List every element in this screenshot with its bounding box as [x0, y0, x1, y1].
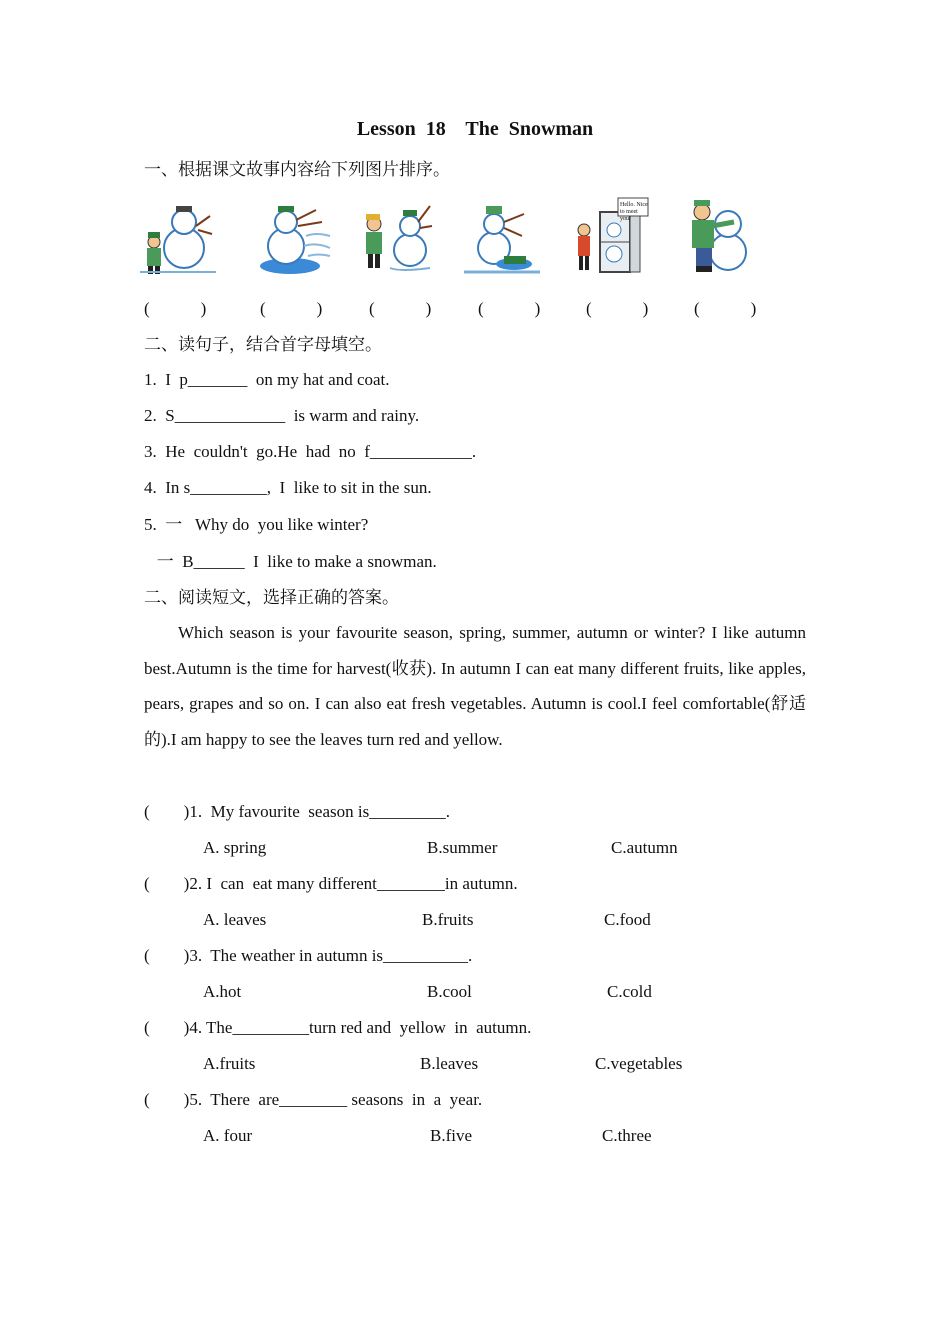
question-stem: ( )2. I can eat many different________in autumn. [144, 874, 518, 893]
question-stem: ( )3. The weather in autumn is__________. [144, 946, 473, 965]
option-a: A.fruits [203, 1054, 256, 1073]
option-c: C.cold [607, 982, 652, 1001]
snowman-wind-icon [256, 196, 332, 276]
answer-slot[interactable]: ( ) [369, 299, 432, 318]
fill-item: 1. I p_______ on my hat and coat. [144, 370, 390, 389]
option-b: B.five [430, 1126, 473, 1145]
section3-heading: 二、阅读短文，选择正确的答案。 [144, 588, 399, 608]
option-b: B.cool [427, 982, 472, 1001]
fill-item: 一 B______ I like to make a snowman. [144, 552, 437, 571]
answer-slot[interactable]: ( ) [586, 299, 649, 318]
option-c: C.autumn [611, 838, 678, 857]
option-a: A.hot [203, 982, 242, 1001]
fill-item: 4. In s_________, I like to sit in the sun. [144, 478, 432, 497]
option-c: C.vegetables [595, 1054, 683, 1073]
fill-item: 5. 一 Why do you like winter? [144, 515, 369, 534]
fill-item: 2. S_____________ is warm and rainy. [144, 406, 420, 425]
answer-slot[interactable]: ( ) [144, 299, 207, 318]
fill-item: 3. He couldn't go.He had no f____________. [144, 442, 477, 461]
snowman-hug-icon [682, 196, 758, 276]
answer-slot[interactable]: ( ) [478, 299, 541, 318]
option-b: B.summer [427, 838, 498, 857]
option-a: A. leaves [203, 910, 267, 929]
answer-slot[interactable]: ( ) [260, 299, 323, 318]
question-stem: ( )4. The_________turn red and yellow in autumn. [144, 1018, 532, 1037]
option-a: A. spring [203, 838, 267, 857]
option-c: C.food [604, 910, 651, 929]
snowman-melted-icon [464, 196, 540, 276]
section2-heading: 二、读句子，结合首字母填空。 [144, 335, 382, 355]
option-c: C.three [602, 1126, 652, 1145]
question-stem: ( )1. My favourite season is_________. [144, 802, 450, 821]
snowman-boy-icon [140, 196, 216, 276]
option-a: A. four [203, 1126, 253, 1145]
picture-row [140, 196, 780, 280]
option-b: B.fruits [422, 910, 474, 929]
snowman-sad-boy-icon [360, 196, 436, 276]
answer-slot[interactable]: ( ) [694, 299, 757, 318]
option-b: B.leaves [420, 1054, 479, 1073]
fridge-note: Hello. Nice to meet you! [620, 202, 648, 222]
section1-heading: 一、根据课文故事内容给下列图片排序。 [144, 160, 450, 180]
reading-passage: Which season is your favourite season, spring, summer, autumn or winter? I like autumn best.Autumn is the time for harvest(收获). In autumn I can eat many different fruits, like apples, pears, grapes and so on. I can also eat fresh vegetables. Autumn is cool.I feel comfortable(舒适的).I am happy to see the leaves turn red and yellow. [144, 623, 806, 750]
question-stem: ( )5. There are________ seasons in a year. [144, 1090, 483, 1109]
page-title: Lesson 18 The Snowman [356, 118, 594, 140]
